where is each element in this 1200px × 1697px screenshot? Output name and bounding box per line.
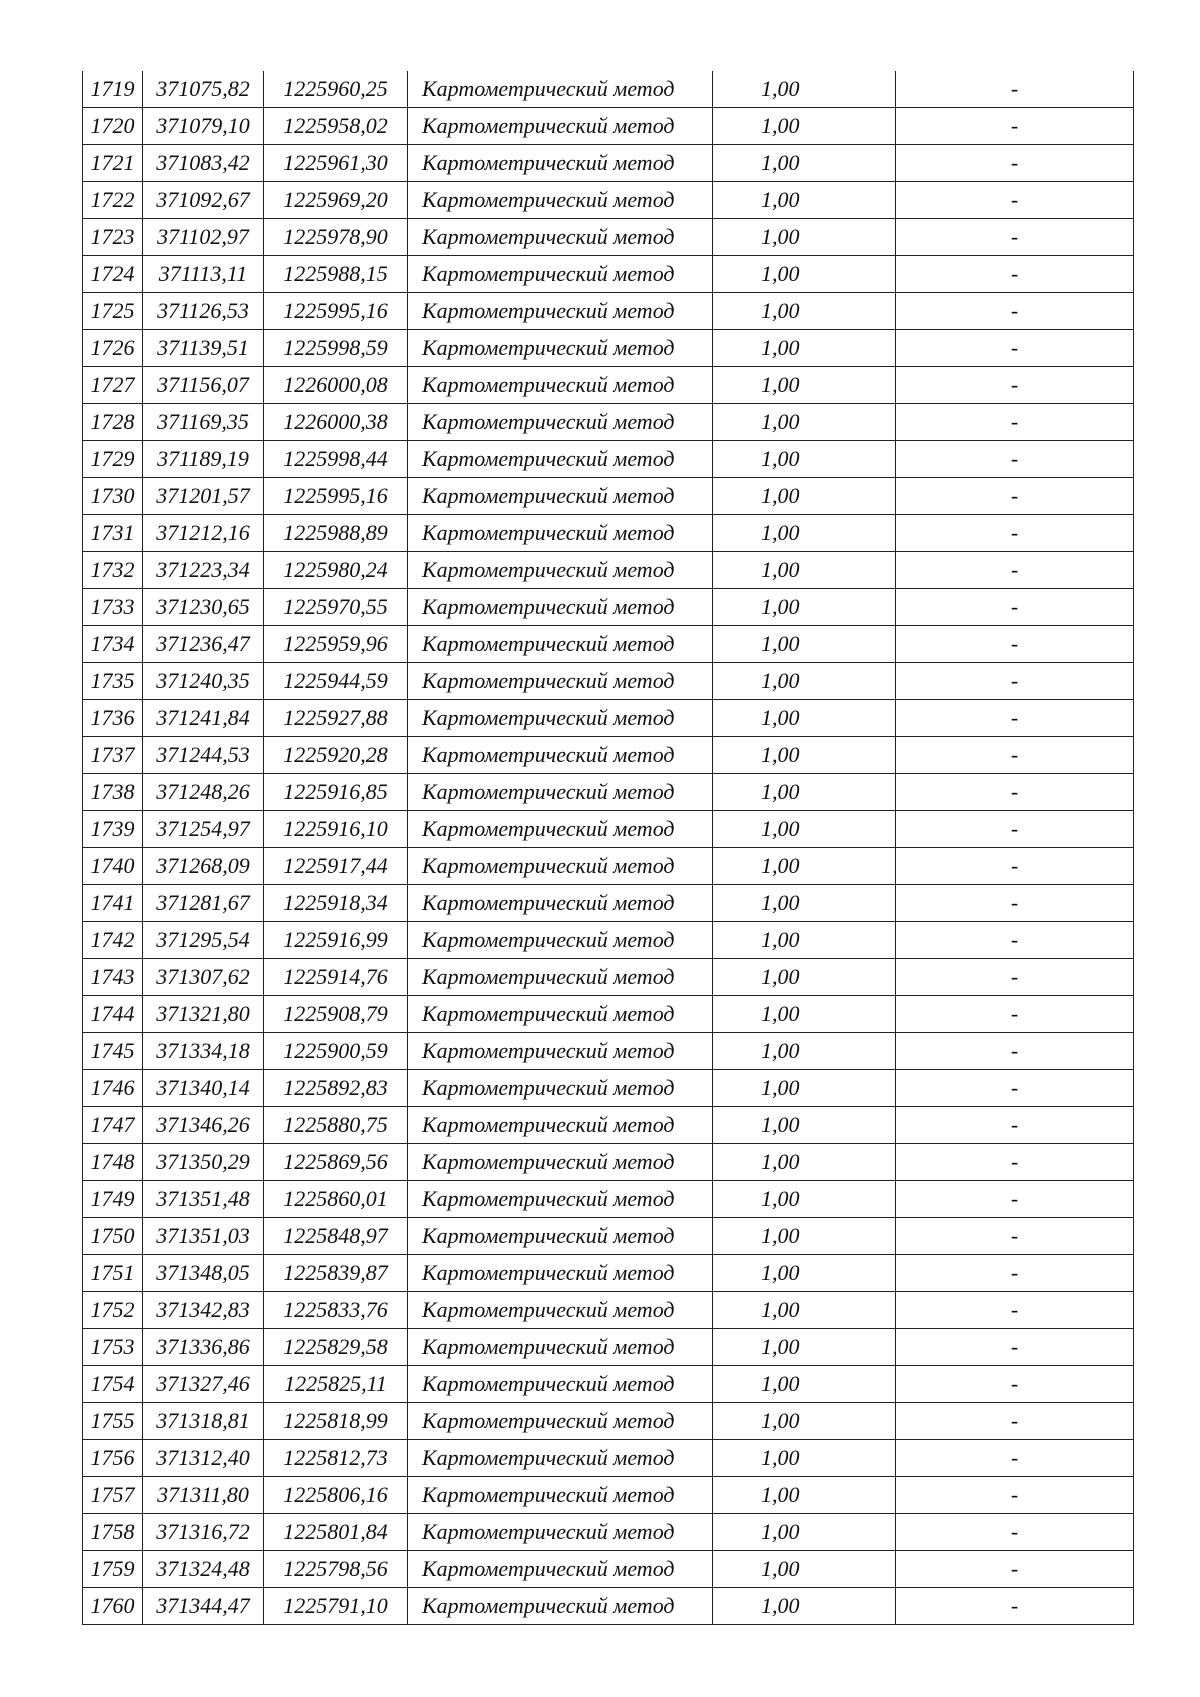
x-coordinate-cell: 371189,19 [143, 441, 264, 478]
description-cell: - [896, 848, 1134, 885]
x-coordinate-cell: 371113,11 [143, 256, 264, 293]
description-cell: - [896, 552, 1134, 589]
point-number-cell: 1745 [83, 1033, 143, 1070]
accuracy-cell: 1,00 [713, 182, 896, 219]
description-cell: - [896, 626, 1134, 663]
table-row [83, 996, 1134, 1033]
y-coordinate-cell: 1225848,97 [264, 1218, 408, 1255]
y-coordinate-cell: 1225960,25 [264, 71, 408, 108]
x-coordinate-cell: 371075,82 [143, 71, 264, 108]
accuracy-cell: 1,00 [713, 441, 896, 478]
method-cell: Картометрический метод [408, 1440, 713, 1477]
x-coordinate-cell: 371139,51 [143, 330, 264, 367]
y-coordinate-cell: 1225869,56 [264, 1144, 408, 1181]
x-coordinate-cell: 371348,05 [143, 1255, 264, 1292]
description-cell: - [896, 1218, 1134, 1255]
x-coordinate-cell: 371312,40 [143, 1440, 264, 1477]
method-cell: Картометрический метод [408, 848, 713, 885]
y-coordinate-cell: 1225880,75 [264, 1107, 408, 1144]
method-cell: Картометрический метод [408, 145, 713, 182]
table-row [83, 256, 1134, 293]
table-row [83, 1329, 1134, 1366]
point-number-cell: 1722 [83, 182, 143, 219]
accuracy-cell: 1,00 [713, 145, 896, 182]
point-number-cell: 1743 [83, 959, 143, 996]
description-cell: - [896, 811, 1134, 848]
point-number-cell: 1720 [83, 108, 143, 145]
method-cell: Картометрический метод [408, 1107, 713, 1144]
accuracy-cell: 1,00 [713, 700, 896, 737]
x-coordinate-cell: 371351,03 [143, 1218, 264, 1255]
point-number-cell: 1755 [83, 1403, 143, 1440]
x-coordinate-cell: 371336,86 [143, 1329, 264, 1366]
accuracy-cell: 1,00 [713, 1255, 896, 1292]
y-coordinate-cell: 1225988,15 [264, 256, 408, 293]
accuracy-cell: 1,00 [713, 996, 896, 1033]
method-cell: Картометрический метод [408, 108, 713, 145]
method-cell: Картометрический метод [408, 1366, 713, 1403]
description-cell: - [896, 71, 1134, 108]
accuracy-cell: 1,00 [713, 1514, 896, 1551]
y-coordinate-cell: 1225916,85 [264, 774, 408, 811]
description-cell: - [896, 1588, 1134, 1625]
table-row [83, 1514, 1134, 1551]
method-cell: Картометрический метод [408, 1033, 713, 1070]
method-cell: Картометрический метод [408, 1144, 713, 1181]
method-cell: Картометрический метод [408, 885, 713, 922]
table-row [83, 1033, 1134, 1070]
description-cell: - [896, 515, 1134, 552]
description-cell: - [896, 996, 1134, 1033]
coordinates-table [82, 71, 1134, 1625]
point-number-cell: 1752 [83, 1292, 143, 1329]
x-coordinate-cell: 371342,83 [143, 1292, 264, 1329]
method-cell: Картометрический метод [408, 1403, 713, 1440]
method-cell: Картометрический метод [408, 441, 713, 478]
table-row [83, 1292, 1134, 1329]
accuracy-cell: 1,00 [713, 515, 896, 552]
x-coordinate-cell: 371268,09 [143, 848, 264, 885]
x-coordinate-cell: 371340,14 [143, 1070, 264, 1107]
point-number-cell: 1737 [83, 737, 143, 774]
description-cell: - [896, 404, 1134, 441]
description-cell: - [896, 441, 1134, 478]
y-coordinate-cell: 1225806,16 [264, 1477, 408, 1514]
method-cell: Картометрический метод [408, 1070, 713, 1107]
x-coordinate-cell: 371307,62 [143, 959, 264, 996]
y-coordinate-cell: 1225920,28 [264, 737, 408, 774]
point-number-cell: 1732 [83, 552, 143, 589]
table-row [83, 367, 1134, 404]
method-cell: Картометрический метод [408, 774, 713, 811]
table-row [83, 1588, 1134, 1625]
x-coordinate-cell: 371201,57 [143, 478, 264, 515]
y-coordinate-cell: 1225812,73 [264, 1440, 408, 1477]
method-cell: Картометрический метод [408, 330, 713, 367]
x-coordinate-cell: 371254,97 [143, 811, 264, 848]
method-cell: Картометрический метод [408, 700, 713, 737]
point-number-cell: 1757 [83, 1477, 143, 1514]
y-coordinate-cell: 1225908,79 [264, 996, 408, 1033]
x-coordinate-cell: 371223,34 [143, 552, 264, 589]
y-coordinate-cell: 1226000,08 [264, 367, 408, 404]
table-row [83, 1477, 1134, 1514]
accuracy-cell: 1,00 [713, 663, 896, 700]
x-coordinate-cell: 371248,26 [143, 774, 264, 811]
y-coordinate-cell: 1225916,10 [264, 811, 408, 848]
description-cell: - [896, 1255, 1134, 1292]
accuracy-cell: 1,00 [713, 219, 896, 256]
accuracy-cell: 1,00 [713, 1440, 896, 1477]
method-cell: Картометрический метод [408, 1218, 713, 1255]
method-cell: Картометрический метод [408, 589, 713, 626]
accuracy-cell: 1,00 [713, 404, 896, 441]
point-number-cell: 1735 [83, 663, 143, 700]
table-row [83, 1181, 1134, 1218]
point-number-cell: 1754 [83, 1366, 143, 1403]
description-cell: - [896, 219, 1134, 256]
table-row [83, 441, 1134, 478]
y-coordinate-cell: 1225839,87 [264, 1255, 408, 1292]
method-cell: Картометрический метод [408, 1588, 713, 1625]
accuracy-cell: 1,00 [713, 1366, 896, 1403]
accuracy-cell: 1,00 [713, 1218, 896, 1255]
table-row [83, 108, 1134, 145]
point-number-cell: 1726 [83, 330, 143, 367]
accuracy-cell: 1,00 [713, 1403, 896, 1440]
point-number-cell: 1731 [83, 515, 143, 552]
y-coordinate-cell: 1225958,02 [264, 108, 408, 145]
description-cell: - [896, 478, 1134, 515]
accuracy-cell: 1,00 [713, 108, 896, 145]
method-cell: Картометрический метод [408, 811, 713, 848]
method-cell: Картометрический метод [408, 1551, 713, 1588]
table-row [83, 626, 1134, 663]
point-number-cell: 1721 [83, 145, 143, 182]
table-row [83, 959, 1134, 996]
table-row [83, 1551, 1134, 1588]
y-coordinate-cell: 1225900,59 [264, 1033, 408, 1070]
description-cell: - [896, 1477, 1134, 1514]
table-row [83, 71, 1134, 108]
y-coordinate-cell: 1225798,56 [264, 1551, 408, 1588]
accuracy-cell: 1,00 [713, 1107, 896, 1144]
accuracy-cell: 1,00 [713, 1144, 896, 1181]
accuracy-cell: 1,00 [713, 737, 896, 774]
x-coordinate-cell: 371241,84 [143, 700, 264, 737]
table-row [83, 330, 1134, 367]
description-cell: - [896, 145, 1134, 182]
point-number-cell: 1739 [83, 811, 143, 848]
point-number-cell: 1759 [83, 1551, 143, 1588]
table-row [83, 552, 1134, 589]
point-number-cell: 1727 [83, 367, 143, 404]
table-row [83, 737, 1134, 774]
description-cell: - [896, 700, 1134, 737]
x-coordinate-cell: 371311,80 [143, 1477, 264, 1514]
table-row [83, 774, 1134, 811]
method-cell: Картометрический метод [408, 996, 713, 1033]
accuracy-cell: 1,00 [713, 1181, 896, 1218]
x-coordinate-cell: 371334,18 [143, 1033, 264, 1070]
y-coordinate-cell: 1226000,38 [264, 404, 408, 441]
y-coordinate-cell: 1225959,96 [264, 626, 408, 663]
description-cell: - [896, 885, 1134, 922]
method-cell: Картометрический метод [408, 404, 713, 441]
method-cell: Картометрический метод [408, 219, 713, 256]
description-cell: - [896, 1033, 1134, 1070]
x-coordinate-cell: 371344,47 [143, 1588, 264, 1625]
point-number-cell: 1747 [83, 1107, 143, 1144]
x-coordinate-cell: 371236,47 [143, 626, 264, 663]
accuracy-cell: 1,00 [713, 959, 896, 996]
accuracy-cell: 1,00 [713, 71, 896, 108]
y-coordinate-cell: 1225995,16 [264, 293, 408, 330]
table-row [83, 1107, 1134, 1144]
accuracy-cell: 1,00 [713, 330, 896, 367]
method-cell: Картометрический метод [408, 663, 713, 700]
accuracy-cell: 1,00 [713, 293, 896, 330]
point-number-cell: 1725 [83, 293, 143, 330]
table-row [83, 922, 1134, 959]
method-cell: Картометрический метод [408, 71, 713, 108]
description-cell: - [896, 367, 1134, 404]
accuracy-cell: 1,00 [713, 478, 896, 515]
table-row [83, 515, 1134, 552]
method-cell: Картометрический метод [408, 1181, 713, 1218]
y-coordinate-cell: 1225825,11 [264, 1366, 408, 1403]
point-number-cell: 1734 [83, 626, 143, 663]
y-coordinate-cell: 1225801,84 [264, 1514, 408, 1551]
description-cell: - [896, 330, 1134, 367]
accuracy-cell: 1,00 [713, 626, 896, 663]
accuracy-cell: 1,00 [713, 552, 896, 589]
method-cell: Картометрический метод [408, 1329, 713, 1366]
y-coordinate-cell: 1225916,99 [264, 922, 408, 959]
accuracy-cell: 1,00 [713, 1551, 896, 1588]
point-number-cell: 1750 [83, 1218, 143, 1255]
method-cell: Картометрический метод [408, 552, 713, 589]
description-cell: - [896, 1403, 1134, 1440]
accuracy-cell: 1,00 [713, 885, 896, 922]
description-cell: - [896, 1107, 1134, 1144]
table-row [83, 589, 1134, 626]
accuracy-cell: 1,00 [713, 1588, 896, 1625]
description-cell: - [896, 663, 1134, 700]
method-cell: Картометрический метод [408, 922, 713, 959]
y-coordinate-cell: 1225860,01 [264, 1181, 408, 1218]
y-coordinate-cell: 1225978,90 [264, 219, 408, 256]
table-row [83, 1255, 1134, 1292]
x-coordinate-cell: 371346,26 [143, 1107, 264, 1144]
accuracy-cell: 1,00 [713, 256, 896, 293]
point-number-cell: 1740 [83, 848, 143, 885]
table-row [83, 700, 1134, 737]
y-coordinate-cell: 1225833,76 [264, 1292, 408, 1329]
description-cell: - [896, 182, 1134, 219]
point-number-cell: 1756 [83, 1440, 143, 1477]
method-cell: Картометрический метод [408, 182, 713, 219]
point-number-cell: 1758 [83, 1514, 143, 1551]
x-coordinate-cell: 371324,48 [143, 1551, 264, 1588]
point-number-cell: 1749 [83, 1181, 143, 1218]
description-cell: - [896, 774, 1134, 811]
x-coordinate-cell: 371212,16 [143, 515, 264, 552]
x-coordinate-cell: 371321,80 [143, 996, 264, 1033]
x-coordinate-cell: 371316,72 [143, 1514, 264, 1551]
table-row [83, 1070, 1134, 1107]
table-row [83, 663, 1134, 700]
table-row [83, 182, 1134, 219]
method-cell: Картометрический метод [408, 626, 713, 663]
table-row [83, 1144, 1134, 1181]
x-coordinate-cell: 371295,54 [143, 922, 264, 959]
x-coordinate-cell: 371351,48 [143, 1181, 264, 1218]
table-row [83, 145, 1134, 182]
table-row [83, 1218, 1134, 1255]
x-coordinate-cell: 371327,46 [143, 1366, 264, 1403]
point-number-cell: 1760 [83, 1588, 143, 1625]
x-coordinate-cell: 371092,67 [143, 182, 264, 219]
x-coordinate-cell: 371281,67 [143, 885, 264, 922]
accuracy-cell: 1,00 [713, 811, 896, 848]
y-coordinate-cell: 1225969,20 [264, 182, 408, 219]
method-cell: Картометрический метод [408, 737, 713, 774]
description-cell: - [896, 1292, 1134, 1329]
description-cell: - [896, 1329, 1134, 1366]
description-cell: - [896, 1551, 1134, 1588]
point-number-cell: 1751 [83, 1255, 143, 1292]
accuracy-cell: 1,00 [713, 1477, 896, 1514]
method-cell: Картометрический метод [408, 478, 713, 515]
description-cell: - [896, 922, 1134, 959]
description-cell: - [896, 1440, 1134, 1477]
point-number-cell: 1753 [83, 1329, 143, 1366]
point-number-cell: 1723 [83, 219, 143, 256]
x-coordinate-cell: 371083,42 [143, 145, 264, 182]
table-row [83, 1366, 1134, 1403]
description-cell: - [896, 1144, 1134, 1181]
y-coordinate-cell: 1225927,88 [264, 700, 408, 737]
y-coordinate-cell: 1225917,44 [264, 848, 408, 885]
point-number-cell: 1736 [83, 700, 143, 737]
table-row [83, 478, 1134, 515]
x-coordinate-cell: 371350,29 [143, 1144, 264, 1181]
table-row [83, 848, 1134, 885]
table-row [83, 219, 1134, 256]
y-coordinate-cell: 1225818,99 [264, 1403, 408, 1440]
x-coordinate-cell: 371318,81 [143, 1403, 264, 1440]
accuracy-cell: 1,00 [713, 922, 896, 959]
method-cell: Картометрический метод [408, 959, 713, 996]
table-row [83, 1403, 1134, 1440]
description-cell: - [896, 737, 1134, 774]
point-number-cell: 1730 [83, 478, 143, 515]
x-coordinate-cell: 371102,97 [143, 219, 264, 256]
table-row [83, 293, 1134, 330]
point-number-cell: 1728 [83, 404, 143, 441]
y-coordinate-cell: 1225829,58 [264, 1329, 408, 1366]
point-number-cell: 1738 [83, 774, 143, 811]
y-coordinate-cell: 1225914,76 [264, 959, 408, 996]
accuracy-cell: 1,00 [713, 1329, 896, 1366]
description-cell: - [896, 256, 1134, 293]
table-row [83, 1440, 1134, 1477]
y-coordinate-cell: 1225998,59 [264, 330, 408, 367]
y-coordinate-cell: 1225791,10 [264, 1588, 408, 1625]
table-row [83, 811, 1134, 848]
description-cell: - [896, 1514, 1134, 1551]
method-cell: Картометрический метод [408, 256, 713, 293]
description-cell: - [896, 1070, 1134, 1107]
table-row [83, 885, 1134, 922]
coordinates-table-body [83, 71, 1134, 1625]
description-cell: - [896, 1366, 1134, 1403]
accuracy-cell: 1,00 [713, 589, 896, 626]
method-cell: Картометрический метод [408, 515, 713, 552]
y-coordinate-cell: 1225980,24 [264, 552, 408, 589]
accuracy-cell: 1,00 [713, 367, 896, 404]
accuracy-cell: 1,00 [713, 848, 896, 885]
x-coordinate-cell: 371230,65 [143, 589, 264, 626]
accuracy-cell: 1,00 [713, 1292, 896, 1329]
y-coordinate-cell: 1225961,30 [264, 145, 408, 182]
point-number-cell: 1724 [83, 256, 143, 293]
point-number-cell: 1733 [83, 589, 143, 626]
y-coordinate-cell: 1225892,83 [264, 1070, 408, 1107]
method-cell: Картометрический метод [408, 1255, 713, 1292]
x-coordinate-cell: 371240,35 [143, 663, 264, 700]
method-cell: Картометрический метод [408, 1514, 713, 1551]
y-coordinate-cell: 1225970,55 [264, 589, 408, 626]
method-cell: Картометрический метод [408, 1292, 713, 1329]
method-cell: Картометрический метод [408, 1477, 713, 1514]
y-coordinate-cell: 1225944,59 [264, 663, 408, 700]
description-cell: - [896, 108, 1134, 145]
y-coordinate-cell: 1225918,34 [264, 885, 408, 922]
table-row [83, 404, 1134, 441]
accuracy-cell: 1,00 [713, 1033, 896, 1070]
point-number-cell: 1741 [83, 885, 143, 922]
x-coordinate-cell: 371244,53 [143, 737, 264, 774]
point-number-cell: 1748 [83, 1144, 143, 1181]
y-coordinate-cell: 1225995,16 [264, 478, 408, 515]
description-cell: - [896, 959, 1134, 996]
point-number-cell: 1719 [83, 71, 143, 108]
description-cell: - [896, 589, 1134, 626]
point-number-cell: 1729 [83, 441, 143, 478]
y-coordinate-cell: 1225998,44 [264, 441, 408, 478]
x-coordinate-cell: 371079,10 [143, 108, 264, 145]
description-cell: - [896, 1181, 1134, 1218]
point-number-cell: 1742 [83, 922, 143, 959]
x-coordinate-cell: 371126,53 [143, 293, 264, 330]
method-cell: Картометрический метод [408, 293, 713, 330]
y-coordinate-cell: 1225988,89 [264, 515, 408, 552]
description-cell: - [896, 293, 1134, 330]
x-coordinate-cell: 371156,07 [143, 367, 264, 404]
x-coordinate-cell: 371169,35 [143, 404, 264, 441]
method-cell: Картометрический метод [408, 367, 713, 404]
accuracy-cell: 1,00 [713, 774, 896, 811]
accuracy-cell: 1,00 [713, 1070, 896, 1107]
point-number-cell: 1746 [83, 1070, 143, 1107]
point-number-cell: 1744 [83, 996, 143, 1033]
